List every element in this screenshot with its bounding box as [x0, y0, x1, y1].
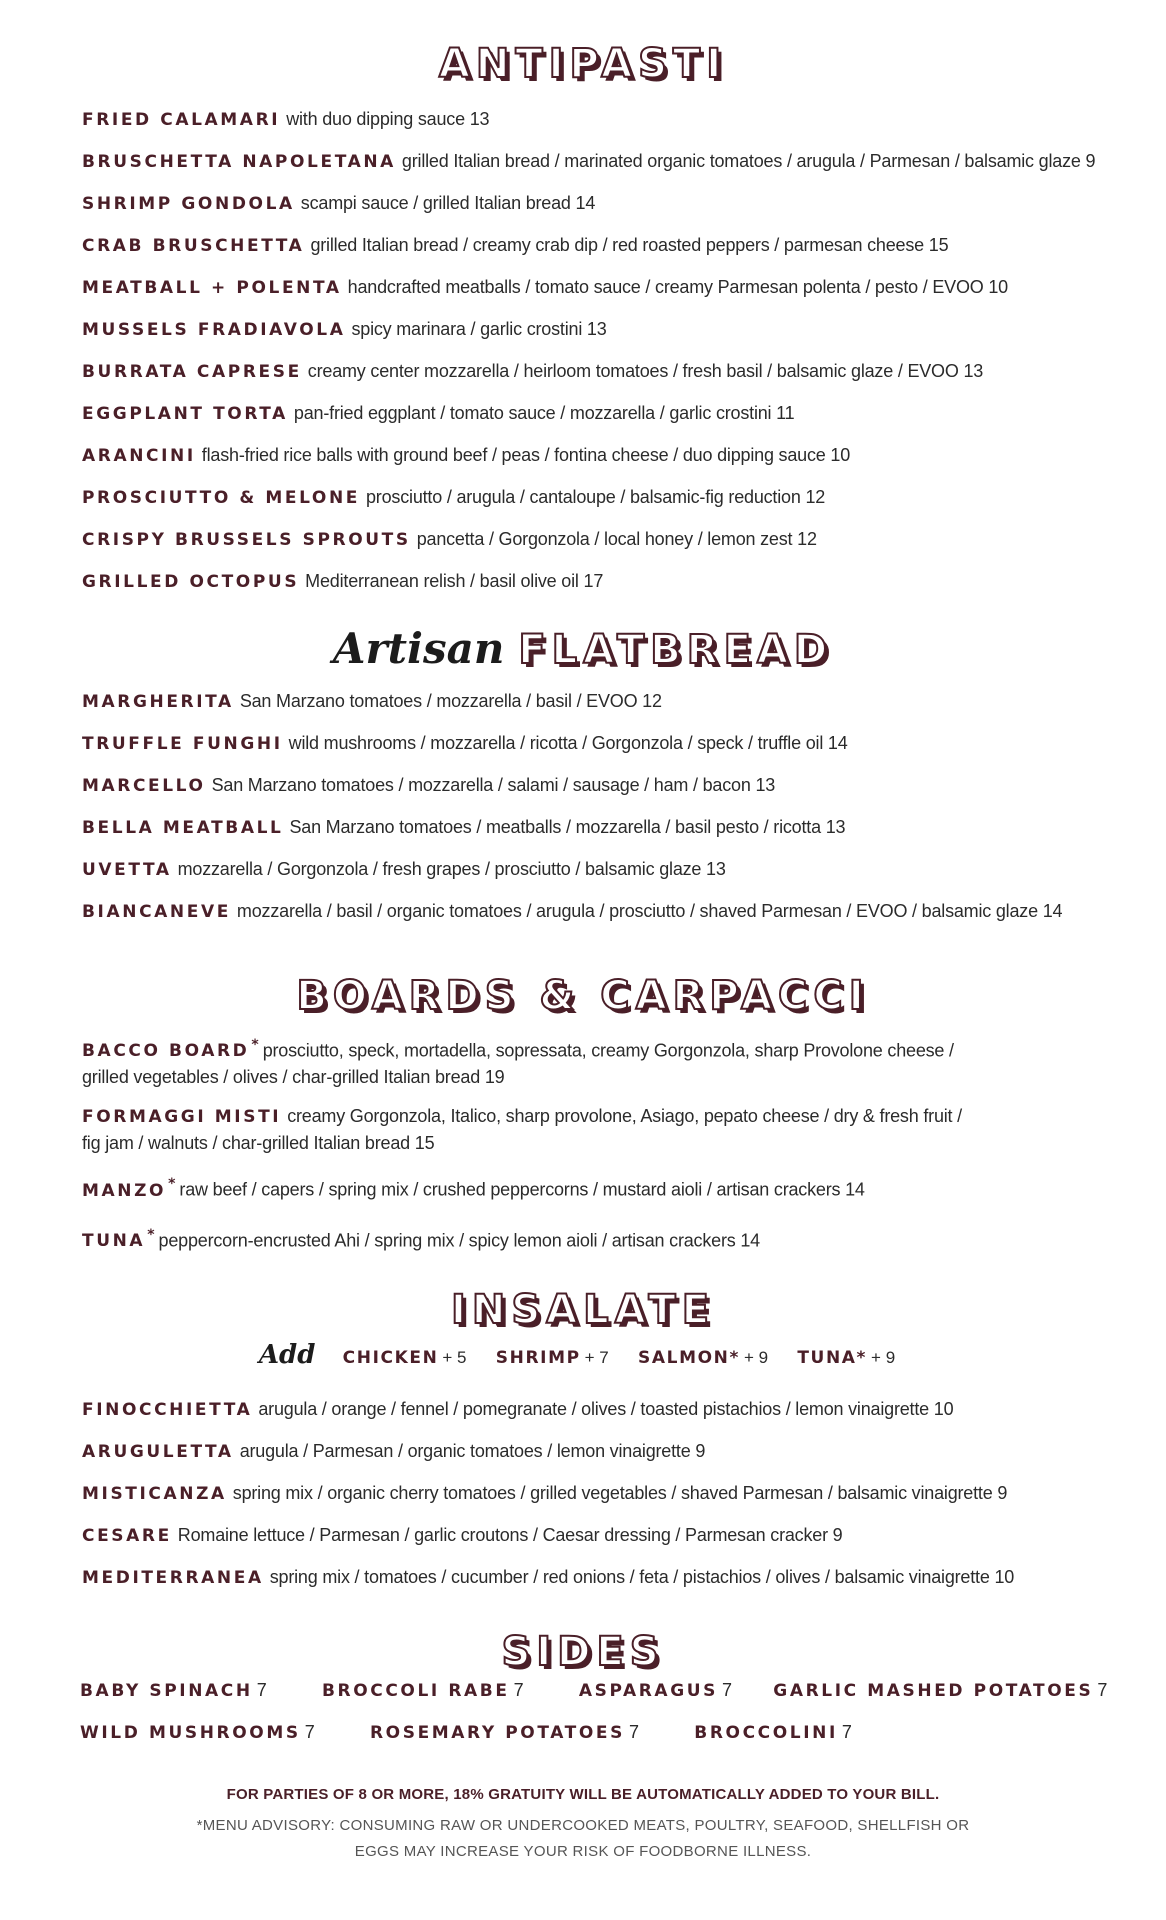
menu-item: [82, 1396, 1106, 1423]
item-description: peppercorn-encrusted Ahi / spring mix / spicy lemon aioli / artisan crackers 14: [158, 1229, 760, 1250]
menu-item: [82, 856, 1106, 883]
side-price: 7: [513, 1680, 524, 1700]
addon-tuna: [797, 1347, 895, 1369]
addon-name: SHRIMP: [495, 1348, 581, 1368]
item-description: Romaine lettuce / Parmesan / garlic croutons / Caesar dressing / Parmesan cracker 9: [177, 1525, 843, 1545]
item-name: MEDITERRANEA: [82, 1568, 264, 1588]
side-item: [773, 1680, 1107, 1702]
salad-addons: [0, 1340, 1166, 1370]
item-description: raw beef / capers / spring mix / crushed peppercorns / mustard aioli / artisan crackers 14: [179, 1179, 865, 1200]
item-description: arugula / orange / fennel / pomegranate / olives / toasted pistachios / lemon vinaigrette 10: [258, 1399, 954, 1419]
item-name: BURRATA CAPRESE: [82, 362, 302, 382]
item-name: CRISPY BRUSSELS SPROUTS: [82, 530, 411, 550]
item-name: BIANCANEVE: [82, 902, 231, 922]
asterisk-mark: *: [251, 1037, 259, 1053]
item-name: MEATBALL + POLENTA: [82, 278, 342, 298]
item-name: FINOCCHIETTA: [82, 1400, 253, 1420]
item-name: ARUGULETTA: [82, 1442, 234, 1462]
item-name: PROSCIUTTO & MELONE: [82, 488, 360, 508]
menu-item: [82, 526, 1106, 553]
side-name: WILD MUSHROOMS: [80, 1723, 301, 1743]
gratuity-notice: FOR PARTIES OF 8 OR MORE, 18% GRATUITY WILL BE AUTOMATICALLY ADDED TO YOUR BILL.: [226, 1786, 940, 1803]
menu-item: [82, 316, 1106, 343]
addon-salmon: [638, 1347, 768, 1369]
advisory-line-2: EGGS MAY INCREASE YOUR RISK OF FOODBORNE ILLNESS.: [354, 1843, 812, 1860]
menu-item: [82, 1032, 1106, 1091]
sides-title: SIDES: [501, 1629, 665, 1675]
item-description: San Marzano tomatoes / mozzarella / salami / sausage / ham / bacon 13: [211, 775, 776, 795]
menu-item: [82, 898, 1106, 925]
asterisk-mark: *: [147, 1226, 155, 1243]
menu-item: [82, 730, 1106, 757]
addon-shrimp: [496, 1347, 609, 1369]
menu-item: [82, 358, 1106, 385]
item-description: spicy marinara / garlic crostini 13: [351, 319, 607, 339]
side-price: 7: [1097, 1680, 1108, 1700]
side-price: 7: [841, 1722, 852, 1742]
sides-row-1: [80, 1680, 1107, 1702]
menu-item: [82, 1438, 1106, 1465]
item-description: mozzarella / Gorgonzola / fresh grapes / prosciutto / balsamic glaze 13: [177, 859, 726, 879]
side-item: [80, 1680, 267, 1702]
item-name: EGGPLANT TORTA: [82, 404, 288, 424]
side-name: BROCCOLINI: [694, 1723, 838, 1743]
item-description: pan-fried eggplant / tomato sauce / mozzarella / garlic crostini 11: [293, 403, 795, 423]
item-name: CESARE: [82, 1526, 172, 1546]
boards-title: BOARDS & CARPACCI: [296, 973, 870, 1019]
item-description: grilled Italian bread / creamy crab dip / red roasted peppers / parmesan cheese 15: [310, 235, 949, 255]
item-description-continued: fig jam / walnuts / char-grilled Italian bread 15: [82, 1133, 435, 1154]
asterisk-mark: *: [168, 1176, 176, 1193]
item-name: FORMAGGI MISTI: [82, 1107, 282, 1128]
side-name: ROSEMARY POTATOES: [369, 1723, 625, 1743]
flatbread-script: Artisan: [332, 624, 505, 673]
boards-list: [82, 1032, 1106, 1269]
addon-price: + 9: [871, 1348, 896, 1367]
add-label: Add: [258, 1340, 316, 1370]
side-item: [579, 1680, 732, 1702]
menu-item: [82, 106, 1106, 133]
item-name: ARANCINI: [82, 446, 196, 466]
item-name: MARCELLO: [82, 776, 206, 796]
item-name: GRILLED OCTOPUS: [82, 572, 300, 592]
side-price: 7: [256, 1680, 267, 1700]
addon-name: TUNA*: [797, 1348, 868, 1368]
side-item: [80, 1722, 315, 1744]
menu-item: [82, 232, 1106, 259]
item-description: flash-fried rice balls with ground beef / peas / fontina cheese / duo dipping sauce 10: [201, 445, 851, 465]
item-description: with duo dipping sauce 13: [286, 109, 490, 129]
item-description: prosciutto, speck, mortadella, sopressata, creamy Gorgonzola, sharp Provolone cheese /: [262, 1040, 954, 1061]
menu-item: [82, 1222, 1106, 1254]
item-description: grilled Italian bread / marinated organic tomatoes / arugula / Parmesan / balsamic glaze 9: [401, 151, 1096, 171]
item-description: prosciutto / arugula / cantaloupe / balsamic-fig reduction 12: [366, 487, 826, 507]
item-name: FRIED CALAMARI: [82, 110, 281, 130]
item-name: BELLA MEATBALL: [82, 818, 284, 838]
menu-item: [82, 400, 1106, 427]
sides-row-2: [80, 1722, 852, 1744]
side-name: BROCCOLI RABE: [321, 1681, 510, 1701]
addon-chicken: [343, 1347, 467, 1369]
item-name: UVETTA: [82, 860, 172, 880]
side-name: BABY SPINACH: [80, 1681, 253, 1701]
menu-advisory: [0, 1813, 1166, 1865]
item-name: TRUFFLE FUNGHI: [82, 734, 283, 754]
insalate-list: [82, 1396, 1106, 1606]
addon-price: + 5: [442, 1348, 467, 1367]
menu-item: [82, 1171, 1106, 1203]
menu-footer: [0, 1786, 1166, 1865]
addon-name: CHICKEN: [342, 1348, 439, 1368]
side-price: 7: [722, 1680, 733, 1700]
item-name: BRUSCHETTA NAPOLETANA: [82, 152, 396, 172]
item-name: CRAB BRUSCHETTA: [82, 236, 305, 256]
menu-item: [82, 1103, 1106, 1157]
item-name: MARGHERITA: [82, 692, 234, 712]
menu-item: [82, 772, 1106, 799]
item-name: MANZO: [82, 1180, 167, 1201]
item-description: mozzarella / basil / organic tomatoes / arugula / prosciutto / shaved Parmesan / EVOO / balsamic glaze 14: [236, 901, 1063, 921]
menu-item: [82, 1564, 1106, 1591]
item-description: San Marzano tomatoes / meatballs / mozzarella / basil pesto / ricotta 13: [289, 817, 846, 837]
item-description: creamy Gorgonzola, Italico, sharp provolone, Asiago, pepato cheese / dry & fresh fruit /: [287, 1106, 962, 1127]
item-name: SHRIMP GONDOLA: [82, 194, 295, 214]
item-description-continued: grilled vegetables / olives / char-grilled Italian bread 19: [82, 1067, 505, 1088]
menu-item: [82, 442, 1106, 469]
item-description: arugula / Parmesan / organic tomatoes / lemon vinaigrette 9: [239, 1441, 706, 1461]
insalate-title: INSALATE: [450, 1287, 716, 1333]
antipasti-title: ANTIPASTI: [438, 41, 728, 87]
side-name: GARLIC MASHED POTATOES: [773, 1681, 1094, 1701]
menu-item: [82, 688, 1106, 715]
side-price: 7: [304, 1722, 315, 1742]
item-name: BACCO BOARD: [82, 1041, 250, 1062]
addon-price: + 7: [584, 1348, 609, 1367]
menu-item: [82, 274, 1106, 301]
advisory-line-1: *MENU ADVISORY: CONSUMING RAW OR UNDERCOOKED MEATS, POULTRY, SEAFOOD, SHELLFISH OR: [196, 1817, 970, 1834]
menu-item: [82, 1480, 1106, 1507]
flatbread-list: [82, 688, 1106, 940]
item-description: spring mix / tomatoes / cucumber / red onions / feta / pistachios / olives / balsamic vinaigrette 10: [269, 1567, 1015, 1587]
item-description: Mediterranean relish / basil olive oil 17: [305, 571, 604, 591]
item-name: TUNA: [82, 1230, 146, 1251]
flatbread-title-text: FLATBREAD: [518, 627, 834, 673]
menu-item: [82, 568, 1106, 595]
menu-item: [82, 148, 1106, 175]
menu-item: [82, 814, 1106, 841]
side-item: [694, 1722, 852, 1744]
item-description: spring mix / organic cherry tomatoes / grilled vegetables / shaved Parmesan / balsamic vinaigrette 9: [232, 1483, 1008, 1503]
side-name: ASPARAGUS: [578, 1681, 718, 1701]
antipasti-list: [82, 106, 1106, 610]
item-name: MUSSELS FRADIAVOLA: [82, 320, 346, 340]
item-description: scampi sauce / grilled Italian bread 14: [300, 193, 596, 213]
addon-name: SALMON*: [638, 1348, 740, 1368]
side-item: [322, 1680, 524, 1702]
item-description: San Marzano tomatoes / mozzarella / basil / EVOO 12: [239, 691, 662, 711]
menu-item: [82, 1522, 1106, 1549]
item-description: handcrafted meatballs / tomato sauce / creamy Parmesan polenta / pesto / EVOO 10: [347, 277, 1008, 297]
side-price: 7: [628, 1722, 639, 1742]
menu-item: [82, 484, 1106, 511]
side-item: [370, 1722, 639, 1744]
item-description: pancetta / Gorgonzola / local honey / lemon zest 12: [416, 529, 817, 549]
flatbread-title: [0, 624, 1166, 673]
item-description: wild mushrooms / mozzarella / ricotta / Gorgonzola / speck / truffle oil 14: [288, 733, 848, 753]
menu-item: [82, 190, 1106, 217]
addon-price: + 9: [743, 1348, 769, 1367]
item-description: creamy center mozzarella / heirloom tomatoes / fresh basil / balsamic glaze / EVOO 13: [307, 361, 984, 381]
item-name: MISTICANZA: [82, 1484, 227, 1504]
